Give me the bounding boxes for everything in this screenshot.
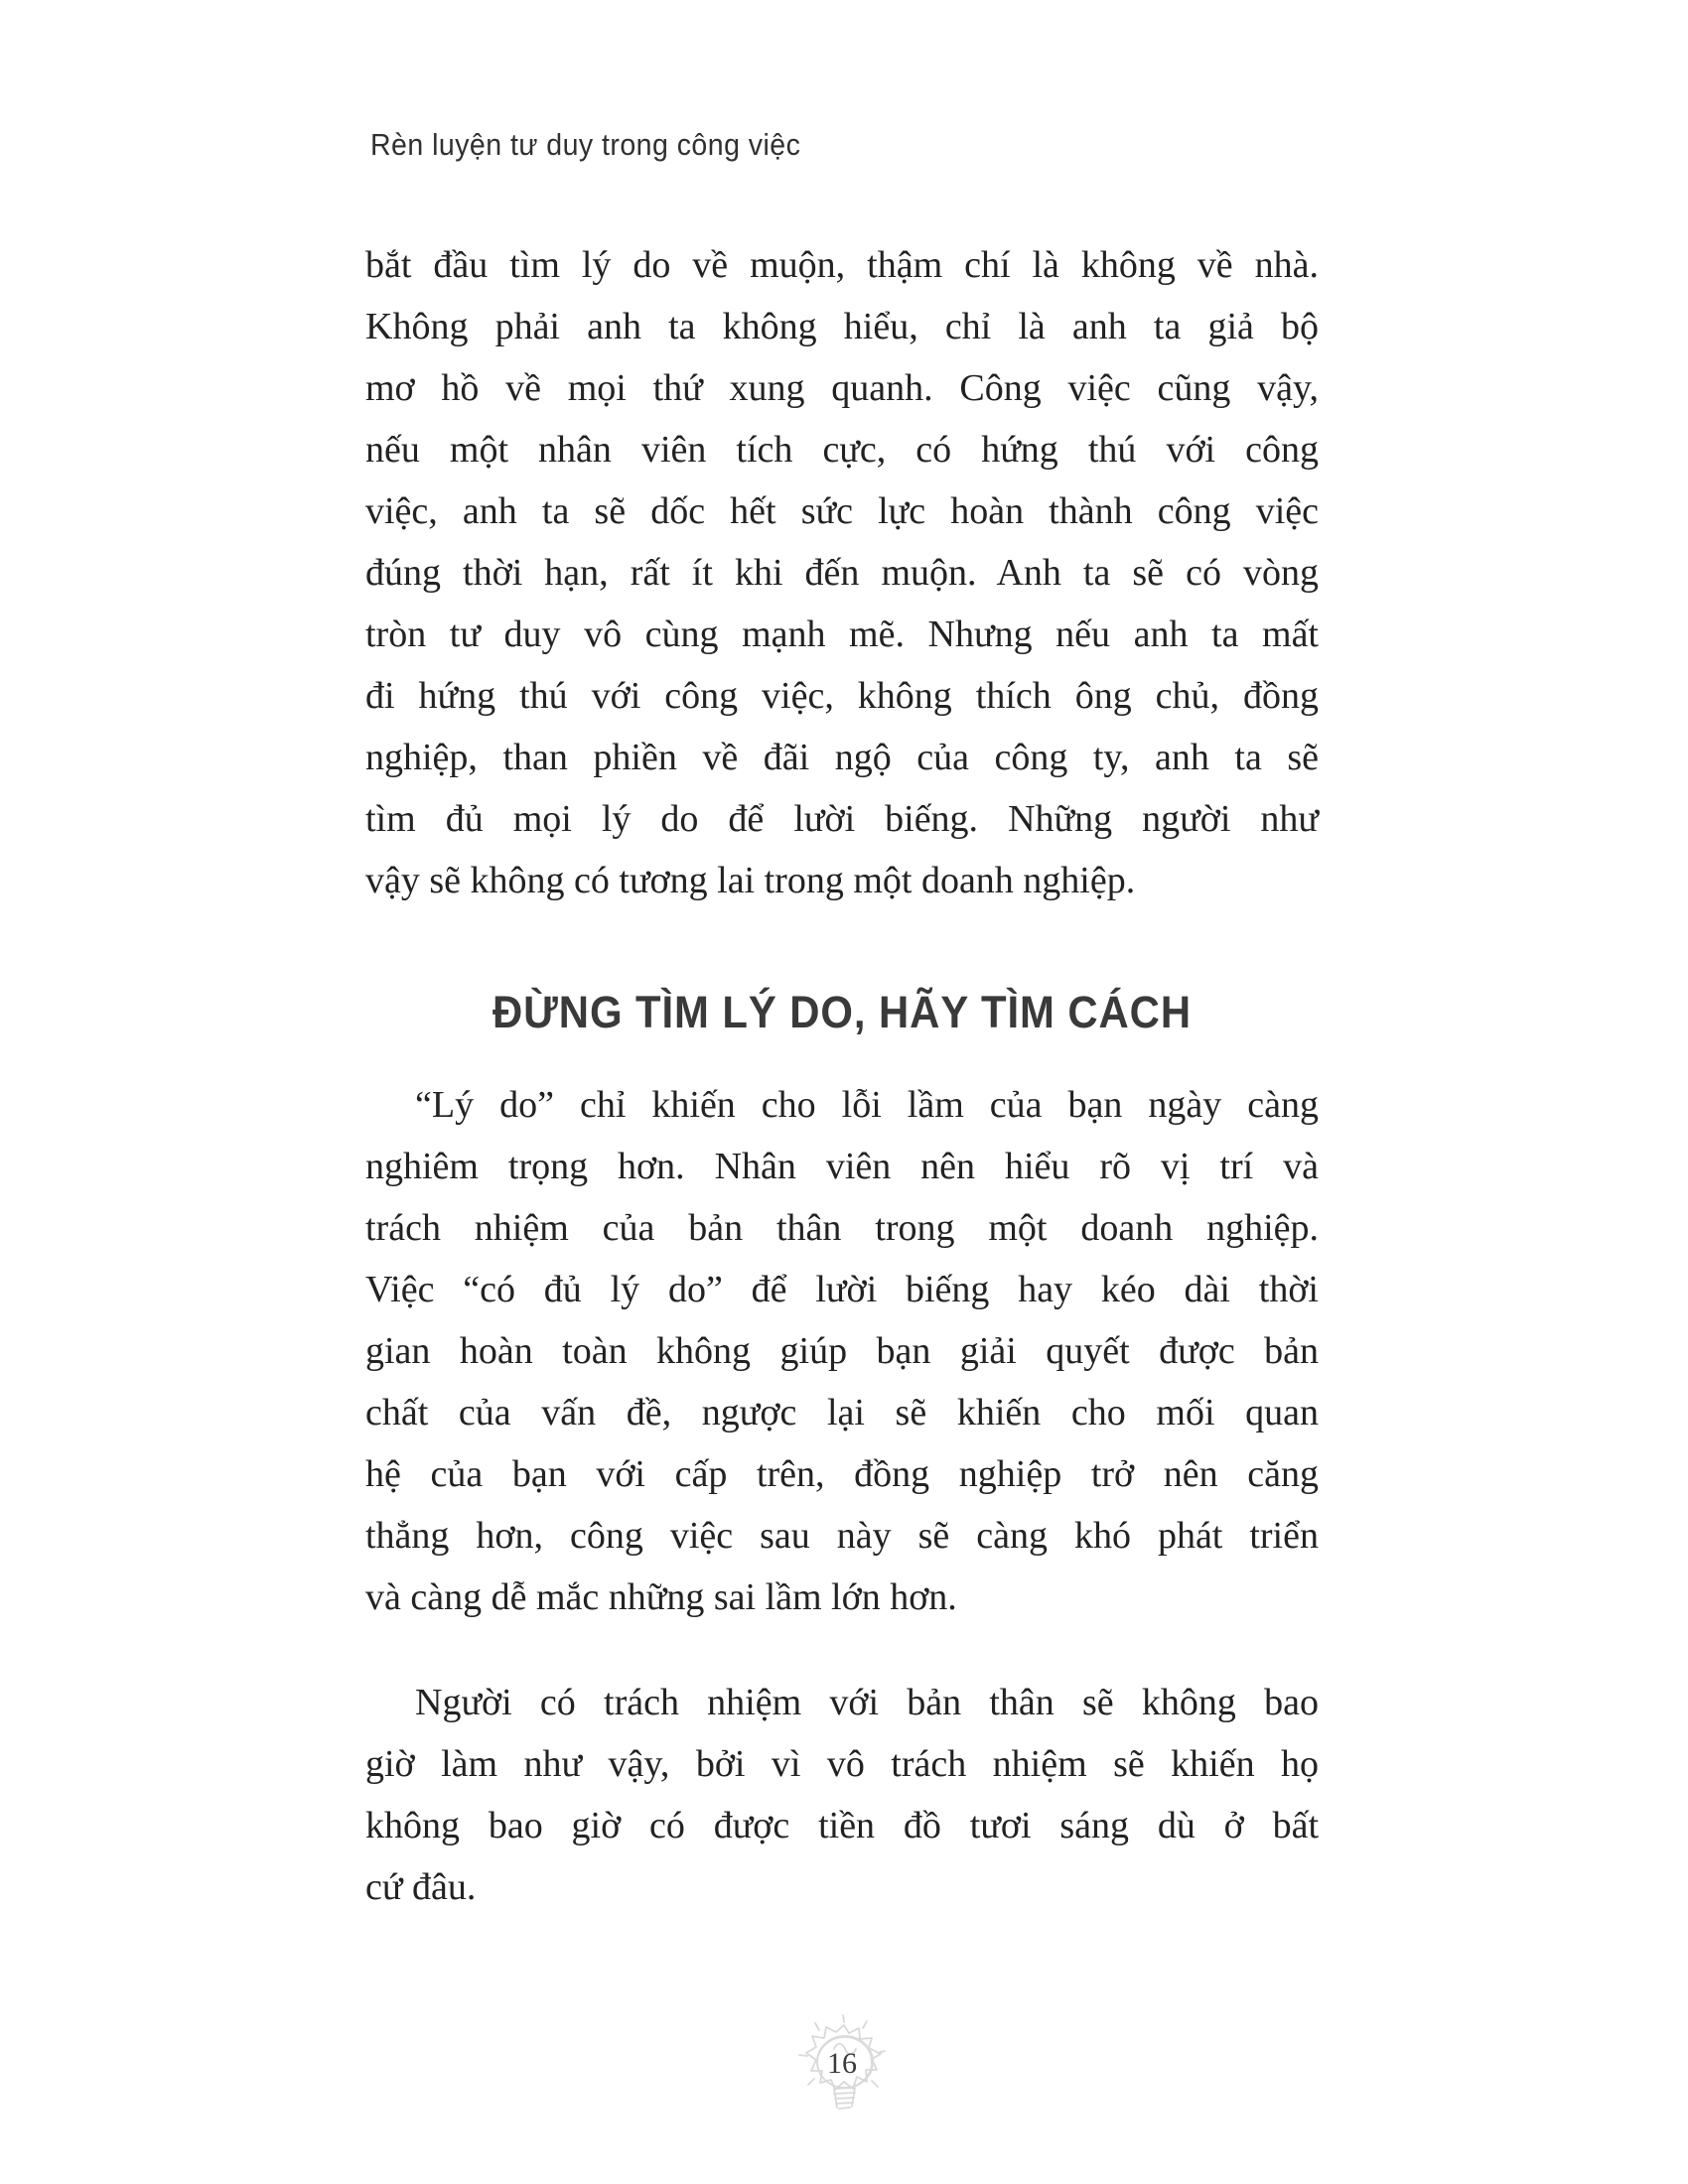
text-line: không bao giờ có được tiền đồ tươi sáng dù ở bất bbox=[365, 1805, 1319, 1846]
text-line: chất của vấn đề, ngược lại sẽ khiến cho mối quan bbox=[365, 1392, 1319, 1433]
paragraph bbox=[365, 234, 1319, 911]
text-line: việc, anh ta sẽ dốc hết sức lực hoàn thành công việc bbox=[365, 490, 1319, 532]
text-line: trách nhiệm của bản thân trong một doanh nghiệp. bbox=[365, 1207, 1319, 1249]
footer-page-number-badge bbox=[782, 2001, 902, 2120]
text-line: tìm đủ mọi lý do để lười biếng. Những người như bbox=[365, 798, 1319, 840]
text-line: Không phải anh ta không hiểu, chỉ là anh ta giả bộ bbox=[365, 306, 1319, 347]
page-body bbox=[365, 234, 1319, 1918]
text-line: đúng thời hạn, rất ít khi đến muộn. Anh ta sẽ có vòng bbox=[365, 552, 1319, 594]
text-line: Việc “có đủ lý do” để lười biếng hay kéo dài thời bbox=[365, 1269, 1319, 1310]
text-line: tròn tư duy vô cùng mạnh mẽ. Nhưng nếu anh ta mất bbox=[365, 614, 1319, 655]
text-line: giờ làm như vậy, bởi vì vô trách nhiệm sẽ khiến họ bbox=[365, 1743, 1319, 1785]
text-line: bắt đầu tìm lý do về muộn, thậm chí là không về nhà. bbox=[365, 244, 1319, 286]
text-line: nếu một nhân viên tích cực, có hứng thú với công bbox=[365, 429, 1319, 471]
text-line: “Lý do” chỉ khiến cho lỗi lầm của bạn ngày càng bbox=[415, 1084, 1319, 1126]
section-heading: ĐỪNG TÌM LÝ DO, HÃY TÌM CÁCH bbox=[492, 987, 1193, 1037]
text-line: cứ đâu. bbox=[365, 1866, 477, 1908]
text-line: thẳng hơn, công việc sau này sẽ càng khó phát triển bbox=[365, 1515, 1319, 1557]
text-line: gian hoàn toàn không giúp bạn giải quyết được bản bbox=[365, 1330, 1319, 1372]
text-line: Người có trách nhiệm với bản thân sẽ không bao bbox=[415, 1682, 1319, 1723]
text-line: mơ hồ về mọi thứ xung quanh. Công việc cũng vậy, bbox=[365, 367, 1319, 409]
page-number: 16 bbox=[827, 2047, 857, 2080]
text-line: nghiệp, than phiền về đãi ngộ của công ty, anh ta sẽ bbox=[365, 737, 1319, 778]
text-line: và càng dễ mắc những sai lầm lớn hơn. bbox=[365, 1576, 957, 1618]
paragraph bbox=[365, 1672, 1319, 1918]
running-header: Rèn luyện tư duy trong công việc bbox=[370, 127, 801, 162]
text-line: hệ của bạn với cấp trên, đồng nghiệp trở nên căng bbox=[365, 1453, 1319, 1495]
text-line: đi hứng thú với công việc, không thích ông chủ, đồng bbox=[365, 675, 1319, 717]
text-line: nghiêm trọng hơn. Nhân viên nên hiểu rõ vị trí và bbox=[365, 1146, 1319, 1187]
paragraph bbox=[365, 1074, 1319, 1628]
text-line: vậy sẽ không có tương lai trong một doanh nghiệp. bbox=[365, 860, 1136, 901]
